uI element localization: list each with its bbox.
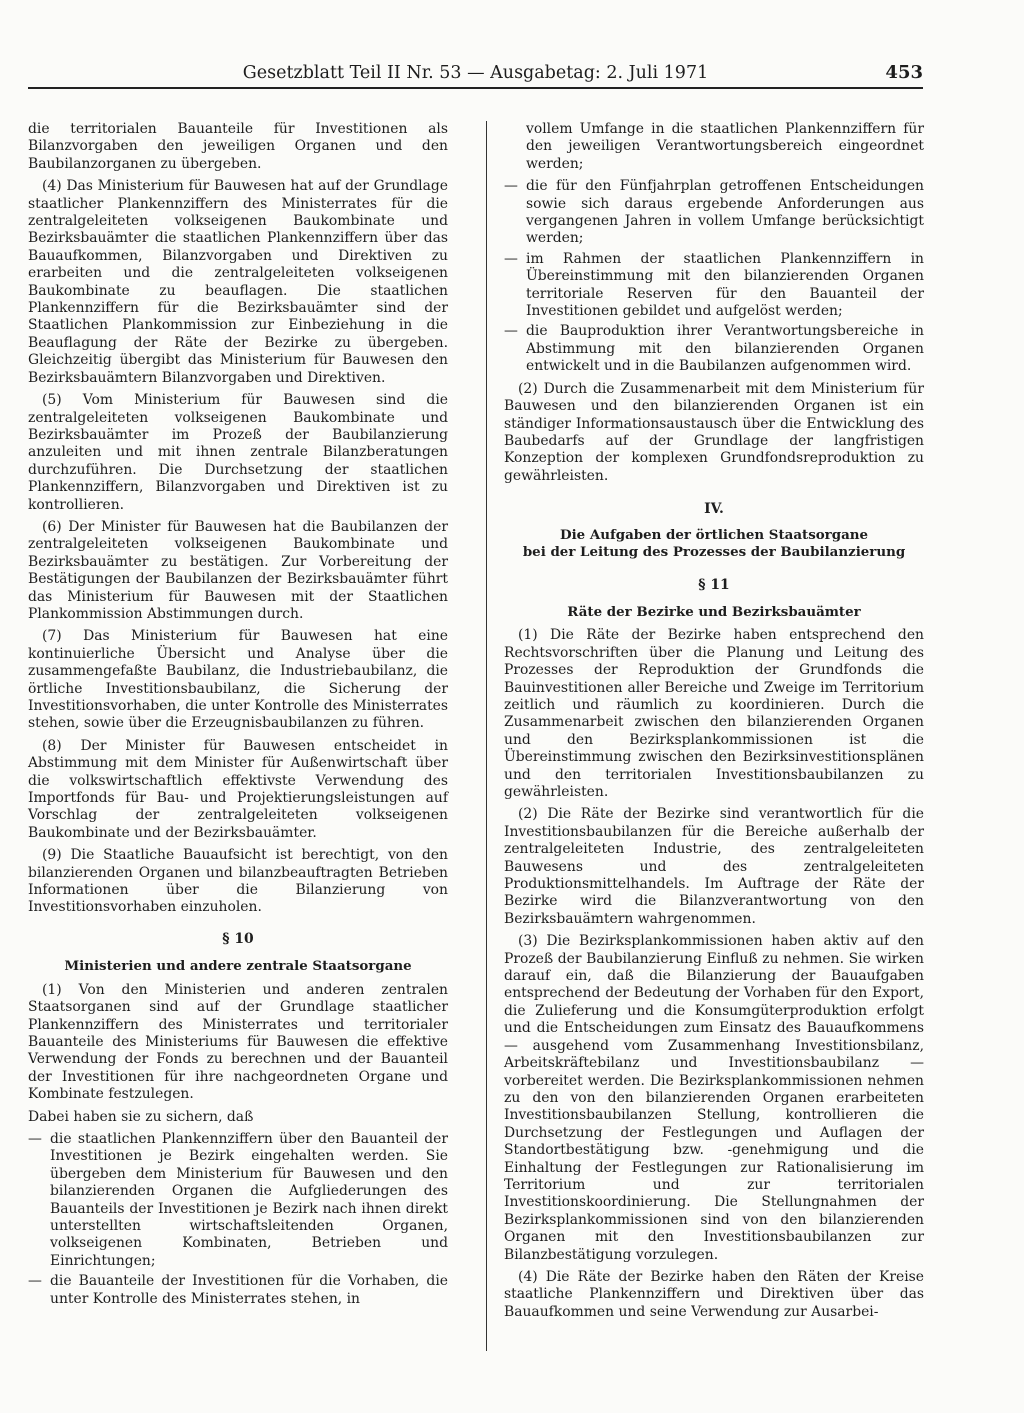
page-header (28, 62, 923, 92)
list-item: — im Rahmen der staatlichen Plankennziffern in Übereinstimmung mit den bilanzierenden Organen territoriale Reserven für den Bauanteil der Investitionen gebildet und aufgelöst werden; (504, 251, 924, 321)
list-item: — die für den Fünfjahrplan getroffenen Entscheidungen sowie sich daraus ergebende Anforderungen aus vergangenen Jahren in vollem Umfange berücksichtigt werden; (504, 178, 924, 248)
header-rule (28, 87, 923, 89)
right-column (504, 121, 924, 1326)
paragraph: (4) Die Räte der Bezirke haben den Räten der Kreise staatliche Plankennziffern und Direktiven über das Bauaufkommen und seine Verwendung zur Ausarbei- (504, 1268, 924, 1320)
page-number: 453 (885, 62, 923, 83)
dash-list (504, 178, 924, 375)
dash-list (28, 1131, 448, 1308)
paragraph: (5) Vom Ministerium für Bauwesen sind die zentralgeleiteten volkseigenen Baukombinate und Bezirksbauämter im Prozeß der Baubilanzierung anzuleiten und mit ihnen zentrale Bilanzberatungen durchzuführen. Die Durchsetzung der staatlichen Plankennziffern, Bilanzvorgaben und Direktiven ist zu kontrollieren. (28, 392, 448, 513)
paragraph: (9) Die Staatliche Bauaufsicht ist berechtigt, von den bilanzierenden Organen und bilanzbeauftragten Betrieben Informationen über die Bilanzierung von Investitionsvorhaben einzuholen. (28, 847, 448, 916)
paragraph: (4) Das Ministerium für Bauwesen hat auf der Grundlage staatlicher Plankennziffern des Ministerrates für die zentralgeleiteten volkseigenen Baukombinate und Bezirksbauämter die staatlichen Plankennziffern über das Bauaufkommen, Bilanzvorgaben und Direktiven zu erarbeiten und die zentralgeleiteten volkseigenen Baukombinate zu beauflagen. Die staatlichen Plankennziffern für die Bezirksbauämter sind der Staatlichen Plankommission zur Einbeziehung in die Beauflagung der Räte der Bezirke zu übergeben. Gleichzeitig übergibt das Ministerium für Bauwesen den Bezirksbauämtern Bilanzvorgaben und Direktiven. (28, 178, 448, 386)
paragraph: (2) Durch die Zusammenarbeit mit dem Ministerium für Bauwesen und den bilanzierenden Organen ist ein ständiger Informationsaustausch über die Entwicklung des Baubedarfs auf der Grundlage der langfristigen Konzeption der komplexen Grundfondsreproduktion zu gewährleisten. (504, 380, 924, 484)
section-title-line: Die Aufgaben der örtlichen Staatsorgane (559, 526, 869, 543)
list-item: — die staatlichen Plankennziffern über den Bauanteil der Investitionen je Bezirk eingehalten werden. Sie übergeben dem Ministerium für Bauwesen und den bilanzierenden Organen die Aufgliederungen des Bauanteils der Investitionen je Bezirk nach ihnen direkt unterstellten wirtschaftsleitenden Organen, volkseigenen Kombinaten, Betrieben und Einrichtungen; (28, 1131, 448, 1270)
left-column (28, 121, 448, 1313)
paragraph: vollem Umfange in die staatlichen Plankennziffern für den jeweiligen Verantwortungsbereich eingeordnet werden; (526, 121, 924, 172)
section-sign-10: § 10 (222, 930, 254, 947)
section-number-iv: IV. (704, 501, 724, 518)
paragraph: (1) Die Räte der Bezirke haben entsprechend den Rechtsvorschriften über die Planung und Leitung des Prozesses der Reproduktion der Grundfonds die Bauinvestitionen aller Bereiche und Zweige im Territorium zeitlich und räumlich zu koordinieren. Durch die Zusammenarbeit zwischen den bilanzierenden Organen und den Bezirksplankommissionen ist die Übereinstimmung zwischen den Bezirksinvestitionsplänen und den territorialen Investitionsbaubilanzen zu gewährleisten. (504, 627, 924, 800)
section-heading-11: Räte der Bezirke und Bezirksbauämter (567, 603, 861, 620)
paragraph: Dabei haben sie zu sichern, daß (28, 1108, 254, 1125)
section-title-iv (504, 527, 924, 561)
paragraph: (1) Von den Ministerien und anderen zentralen Staatsorganen sind auf der Grundlage staatlicher Plankennziffern des Ministerrates und territorialer Bauanteile des Ministeriums für Bauwesen die effektive Verwendung der Fonds zu berechnen und der Bauanteil der Investitionen für ihre nachgeordneten Organe und Kombinate festzulegen. (28, 981, 448, 1103)
paragraph: (6) Der Minister für Bauwesen hat die Baubilanzen der zentralgeleiteten volkseigenen Baukombinate und Bezirksbauämter zu bestätigen. Zur Vorbereitung der Bestätigungen der Baubilanzen der Bezirksbauämter führt das Ministerium für Bauwesen mit der Staatlichen Plankommission Abstimmungen durch. (28, 518, 448, 622)
paragraph: (7) Das Ministerium für Bauwesen hat eine kontinuierliche Übersicht und Analyse über die zusammengefaßte Baubilanz, die Industriebaubilanz, die örtliche Investitionsbaubilanz, die Sicherung der Investitionsvorhaben, die unter Kontrolle des Ministerrates stehen, sowie über die Erzeugnisbaubilanzen zu führen. (28, 628, 448, 732)
list-item: — die Bauproduktion ihrer Verantwortungsbereiche in Abstimmung mit den bilanzierenden Organen entwickelt und in die Baubilanzen aufgenommen wird. (504, 323, 924, 375)
list-item: — die Bauanteile der Investitionen für die Vorhaben, die unter Kontrolle des Ministerrates stehen, in (28, 1273, 448, 1308)
section-heading-10: Ministerien und andere zentrale Staatsorgane (64, 958, 412, 975)
section-sign-11: § 11 (698, 576, 730, 593)
column-divider (486, 121, 487, 1351)
section-title-line: bei der Leitung des Prozesses der Baubilanzierung (522, 543, 906, 560)
paragraph: (3) Die Bezirksplankommissionen haben aktiv auf den Prozeß der Baubilanzierung Einfluß zu nehmen. Sie wirken darauf ein, daß die Bilanzierung der Bauaufgaben entsprechend der Bedeutung der Vorhaben für den Export, die Zulieferung und die Konsumgüterproduktion erfolgt und die Entscheidungen zum Einsatz des Bauaufkommens — ausgehend vom Zusammenhang Investitionsbilanz, Arbeitskräftebilanz und Investitionsbaubilanz — vorbereitet werden. Die Bezirksplankommissionen nehmen zu den von den bilanzierenden Organen erarbeiteten Investitionsbaubilanzen Stellung, kontrollieren die Durchsetzung der Festlegungen und Auflagen der Standortbestätigung bzw. -genehmigung und die Einhaltung der Festlegungen zur Rationalisierung im Territorium und zur territorialen Investitionskoordinierung. Die Stellungnahmen der Bezirksplankommissionen sind von den bilanzierenden Organen mit den Investitionsbaubilanzen zur Bilanzbestätigung vorzulegen. (504, 933, 924, 1263)
paragraph: die territorialen Bauanteile für Investitionen als Bilanzvorgaben den jeweiligen Organen und den Baubilanzorganen zu übergeben. (28, 121, 448, 172)
paragraph: (8) Der Minister für Bauwesen entscheidet in Abstimmung mit dem Minister für Außenwirtschaft über die volkswirtschaftlich effektivste Verwendung des Importfonds für Bau- und Projektierungsleistungen auf Vorschlag der zentralgeleiteten volkseigenen Baukombinate und der Bezirksbauämter. (28, 737, 448, 841)
paragraph: (2) Die Räte der Bezirke sind verantwortlich für die Investitionsbaubilanzen für die Bereiche außerhalb der zentralgeleiteten Industrie, des zentralgeleiteten Bauwesens und des zentralgeleiteten Produktionsmittelhandels. Im Auftrage der Räte der Bezirke wird die Bilanzverantwortung von den Bezirksbauämtern wahrgenommen. (504, 806, 924, 927)
header-title: Gesetzblatt Teil II Nr. 53 — Ausgabetag: 2. Juli 1971 (242, 63, 709, 83)
